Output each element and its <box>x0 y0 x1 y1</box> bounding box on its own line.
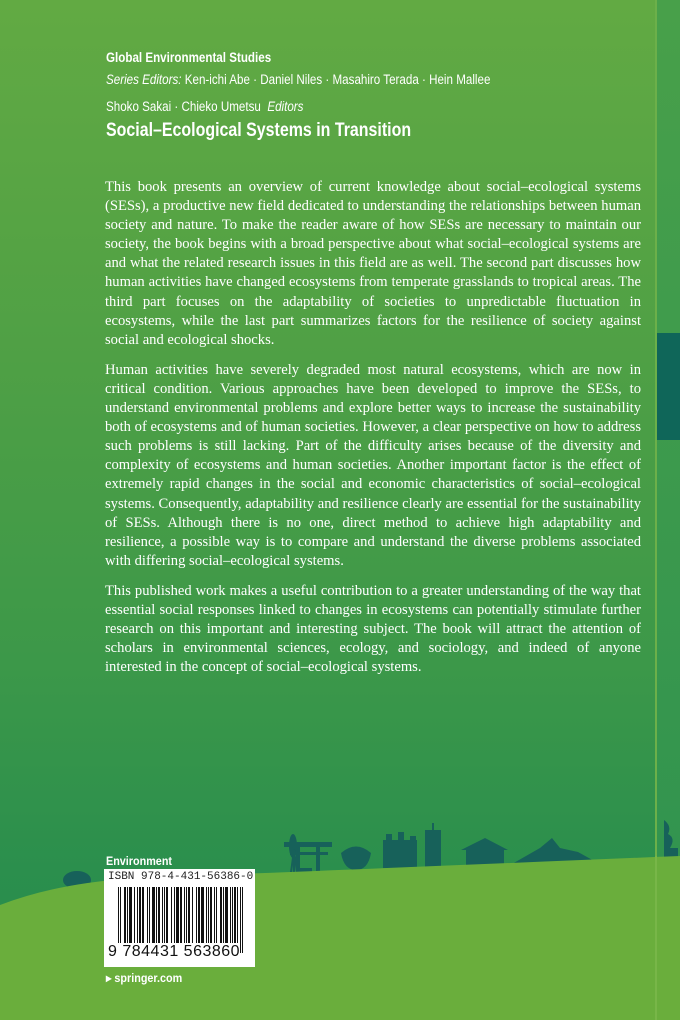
category-label: Environment <box>106 854 173 868</box>
blurb-paragraph: Human activities have severely degraded most natural ecosystems, which are now in critical condition. Various approaches have been developed to improve the SESs, to understand environmental problems and explore better ways to increase the sustainability both of ecosystems and of human societies. However, a clear perspective on how to address such problems is still lacking. Part of the difficulty arises because of the diversity and complexity of ecosystems and human societies. Another important factor is the effect of extremely rapid changes in the social and economic characteristics of social–ecological systems. Consequently, adaptability and resilience clearly are essential for the sustainability of SESs. Although there is no one, direct method to achieve high adaptability and resilience, a possible way is to compare and understand the diverse problems associated with differing social–ecological systems. <box>105 361 641 569</box>
publisher-link-text[interactable]: springer.com <box>114 971 183 985</box>
bowl-icon <box>341 847 371 871</box>
isbn-text: ISBN 978-4-431-56386-0 <box>108 871 254 883</box>
blurb-paragraph: This published work makes a useful contribution to a greater understanding of the way that essential social responses linked to changes in ecosystems can potentially stimulate further research on this important and interesting subject. The book will attract the attention of scholars in environmental sciences, ecology, and sociology, and indeed of anyone interested in the concept of social–ecological systems. <box>105 582 641 676</box>
series-editors-names: Ken-ichi Abe · Daniel Niles · Masahiro Terada · Hein Mallee <box>184 72 491 87</box>
green-hill <box>0 856 680 1020</box>
plant-icon <box>664 820 678 858</box>
publisher-link[interactable]: ▸ springer.com <box>106 971 183 985</box>
isbn-barcode <box>104 869 255 967</box>
book-editors-names: Shoko Sakai · Chieko Umetsu <box>106 99 261 114</box>
barcode-bar <box>240 887 241 953</box>
series-name: Global Environmental Studies <box>106 50 272 65</box>
ean-number: 9 784431 563860 <box>108 943 241 960</box>
blurb-paragraph: This book presents an overview of current knowledge about social–ecological systems (SESs), a productive new field dedicated to understanding the relationships between human society and nature. To make the reader aware of how SESs are necessary to maintain our society, the book begins with a broad perspective about what social–ecological systems are and what the related research issues in this field are as well. The second part discusses how human activities have changed ecosystems from temperate grasslands to tropical areas. The third part focuses on the adaptability of societies to unpredictable fluctuation in ecosystems, while the last part summarizes factors for the resilience of society against social and ecological shocks. <box>105 179 641 348</box>
book-editors-label: Editors <box>267 99 304 114</box>
series-editors-label: Series Editors: <box>106 72 182 87</box>
book-title: Social–Ecological Systems in Transition <box>106 120 412 141</box>
factory-icon <box>383 832 417 868</box>
barcode-bar <box>242 887 243 953</box>
building-icon <box>425 823 441 868</box>
house-icon <box>461 838 508 866</box>
